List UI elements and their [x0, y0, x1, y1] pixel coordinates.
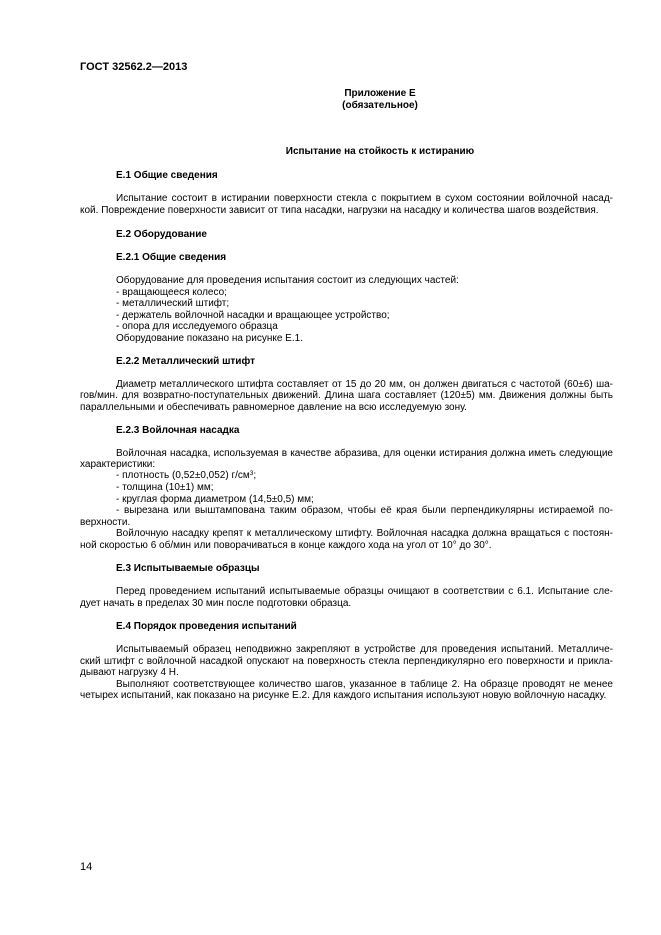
list-item: - круглая форма диаметром (14,5±0,5) мм;: [116, 494, 314, 505]
list-item: - вырезана или выштампована таким образом, чтобы её края были перпендикулярны истираемой по-: [116, 505, 613, 516]
text-line: Диаметр металлического штифта составляет от 15 до 20 мм, он должен двигаться с частотой (60±6) ша-: [116, 379, 613, 390]
text-line: четырех испытаний, как показано на рисунке Е.2. Для каждого испытания используют новую войлочную насадку.: [80, 690, 607, 701]
heading-e1: Е.1 Общие сведения: [116, 170, 218, 181]
text-line: Испытываемый образец неподвижно закрепляют в устройстве для проведения испытаний. Металличе-: [116, 644, 613, 655]
superscript: 3: [249, 470, 254, 477]
heading-e23: Е.2.3 Войлочная насадка: [116, 425, 240, 436]
text-line: Войлочную насадку крепят к металлическому штифту. Войлочная насадка должна вращаться с постоян-: [116, 528, 613, 539]
text-line: гов/мин. для возвратно-поступательных движений. Длина шага составляет (120±5) мм. Движения должны быть: [80, 390, 613, 401]
density-end: ;: [253, 470, 257, 481]
text-line: дует начать в пределах 30 мин после подготовки образца.: [80, 598, 352, 609]
list-item: - держатель войлочной насадки и вращающее устройство;: [116, 310, 390, 321]
text-line: характеристики:: [80, 459, 156, 470]
text-line: Выполняют соответствующее количество шагов, указанное в таблице 2. На образце проводят не менее: [116, 679, 613, 690]
text-line: параллельными и обеспечивать равномерное давление на всю исследуемую зону.: [80, 402, 467, 413]
text-line: ский штифт с войлочной насадкой опускают на поверхность стекла перпендикулярно его поверхности и прикла-: [80, 656, 613, 667]
heading-e4: Е.4 Порядок проведения испытаний: [116, 621, 297, 632]
list-item: - опора для исследуемого образца: [116, 321, 278, 332]
text-line: верхности.: [80, 517, 131, 528]
heading-e21: Е.2.1 Общие сведения: [116, 252, 227, 263]
appendix-status: (обязательное): [342, 100, 418, 111]
list-item: - металлический штифт;: [116, 298, 230, 309]
main-title: Испытание на стойкость к истиранию: [285, 146, 475, 157]
list-item: - толщина (10±1) мм;: [116, 482, 214, 493]
appendix-title: Приложение Е: [344, 88, 416, 99]
text-line: Испытание состоит в истирании поверхности стекла с покрытием в сухом состоянии войлочной насад-: [116, 193, 613, 204]
text-line: Перед проведением испытаний испытываемые образцы очищают в соответствии с 6.1. Испытание сле-: [116, 586, 613, 597]
text-line: Оборудование для проведения испытания состоит из следующих частей:: [116, 275, 459, 286]
heading-e3: Е.3 Испытываемые образцы: [116, 563, 260, 574]
text-line: ной скоростью 6 об/мин или поворачиваться в конце каждого хода на угол от 10° до 30°.: [80, 540, 492, 551]
standard-header: ГОСТ 32562.2—2013: [80, 61, 188, 73]
text-line: Оборудование показано на рисунке Е.1.: [116, 333, 303, 344]
list-item: [116, 470, 256, 482]
text-line: кой. Повреждение поверхности зависит от типа насадки, нагрузки на насадку и количества шагов воздействия.: [80, 205, 599, 216]
heading-e22: Е.2.2 Металлический штифт: [116, 356, 255, 367]
list-item: - вращающееся колесо;: [116, 287, 227, 298]
density-text: - плотность (0,52±0,052) г/см: [116, 470, 250, 481]
page-number: 14: [80, 861, 93, 873]
text-line: Войлочная насадка, используемая в качестве абразива, для оценки истирания должна иметь следующие: [116, 448, 613, 459]
heading-e2: Е.2 Оборудование: [116, 229, 207, 240]
text-line: дывают нагрузку 4 Н.: [80, 667, 179, 678]
